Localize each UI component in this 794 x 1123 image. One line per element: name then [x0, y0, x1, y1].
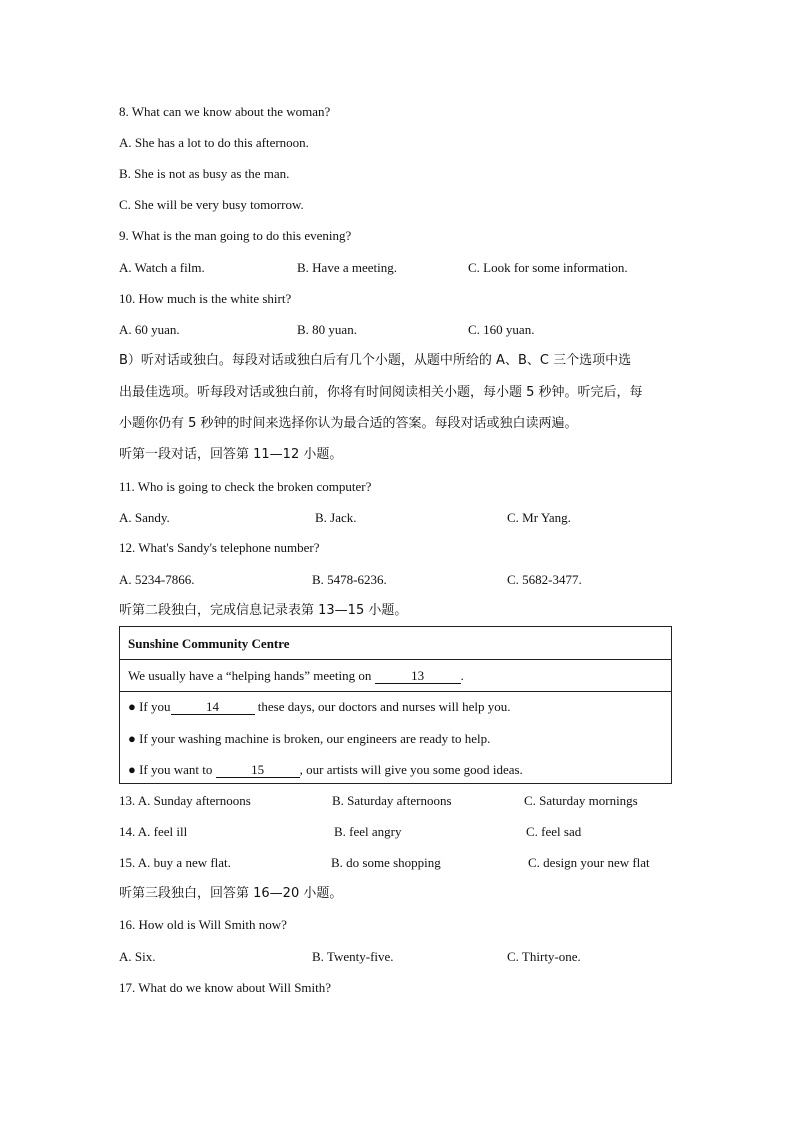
- bullet-2: ● If your washing machine is broken, our engineers are ready to help.: [128, 731, 491, 746]
- table-bullets-row: [120, 692, 671, 785]
- question-9-option-b: B. Have a meeting.: [297, 260, 397, 275]
- bullet-3-text: ● If you want to: [128, 762, 216, 777]
- blank-15: 15: [216, 763, 300, 778]
- meeting-text: We usually have a “helping hands” meeting on: [128, 668, 375, 683]
- part-2-intro: 听第二段独白，完成信息记录表第 13—15 小题。: [119, 603, 408, 618]
- question-10-option-c: C. 160 yuan.: [468, 322, 535, 337]
- section-b-instruction-line-3: 小题你仍有 5 秒钟的时间来选择你认为最合适的答案。每段对话或独白读两遍。: [119, 416, 578, 431]
- question-16-option-b: B. Twenty-five.: [312, 949, 394, 964]
- question-9-option-a: A. Watch a film.: [119, 260, 205, 275]
- question-16-option-c: C. Thirty-one.: [507, 949, 581, 964]
- question-17: 17. What do we know about Will Smith?: [119, 980, 332, 995]
- question-16-option-a: A. Six.: [119, 949, 156, 964]
- table-meeting-row: [120, 660, 671, 692]
- question-11-option-b: B. Jack.: [315, 510, 357, 525]
- bullet-3-rest: , our artists will give you some good ideas.: [299, 762, 523, 777]
- question-14-option-b: B. feel angry: [334, 824, 402, 839]
- bullet-1-rest: these days, our doctors and nurses will help you.: [254, 699, 511, 714]
- question-8-option-b: B. She is not as busy as the man.: [119, 166, 290, 181]
- question-11-option-a: A. Sandy.: [119, 510, 170, 525]
- meeting-sentence: [128, 668, 464, 684]
- question-8-option-c: C. She will be very busy tomorrow.: [119, 197, 304, 212]
- question-15-option-c: C. design your new flat: [528, 855, 650, 870]
- question-14-option-a: 14. A. feel ill: [119, 824, 188, 839]
- question-12-option-b: B. 5478-6236.: [312, 572, 387, 587]
- question-12-option-c: C. 5682-3477.: [507, 572, 582, 587]
- meeting-period: .: [460, 668, 464, 683]
- section-b-instruction-line-2: 出最佳选项。听每段对话或独白前，你将有时间阅读相关小题，每小题 5 秒钟。听完后，每: [119, 385, 643, 400]
- question-12-option-a: A. 5234-7866.: [119, 572, 195, 587]
- question-14-option-c: C. feel sad: [526, 824, 582, 839]
- bullet-1: [128, 699, 511, 715]
- question-15-option-b: B. do some shopping: [331, 855, 441, 870]
- question-8-option-a: A. She has a lot to do this afternoon.: [119, 135, 309, 150]
- question-9-option-c: C. Look for some information.: [468, 260, 628, 275]
- table-title: Sunshine Community Centre: [128, 636, 290, 651]
- section-b-instruction-line-1: B）听对话或独白。每段对话或独白后有几个小题，从题中所给的 A、B、C 三个选项中选: [119, 353, 632, 368]
- question-11-option-c: C. Mr Yang.: [507, 510, 571, 525]
- bullet-1-text: ● If you: [128, 699, 171, 714]
- question-8: 8. What can we know about the woman?: [119, 104, 331, 119]
- blank-13: 13: [375, 669, 461, 684]
- question-13-option-c: C. Saturday mornings: [524, 793, 638, 808]
- table-title-row: [120, 627, 671, 660]
- question-10-option-a: A. 60 yuan.: [119, 322, 180, 337]
- part-3-intro: 听第三段独白，回答第 16—20 小题。: [119, 886, 343, 901]
- info-record-table: [119, 626, 672, 784]
- question-15-option-a: 15. A. buy a new flat.: [119, 855, 231, 870]
- question-11: 11. Who is going to check the broken computer?: [119, 479, 372, 494]
- question-12: 12. What's Sandy's telephone number?: [119, 540, 320, 555]
- question-13-option-b: B. Saturday afternoons: [332, 793, 452, 808]
- bullet-3: [128, 762, 523, 778]
- question-13-option-a: 13. A. Sunday afternoons: [119, 793, 251, 808]
- question-10-option-b: B. 80 yuan.: [297, 322, 357, 337]
- question-9: 9. What is the man going to do this evening?: [119, 228, 352, 243]
- question-16: 16. How old is Will Smith now?: [119, 917, 287, 932]
- blank-14: 14: [171, 700, 255, 715]
- question-10: 10. How much is the white shirt?: [119, 291, 292, 306]
- part-1-intro: 听第一段对话，回答第 11—12 小题。: [119, 447, 343, 462]
